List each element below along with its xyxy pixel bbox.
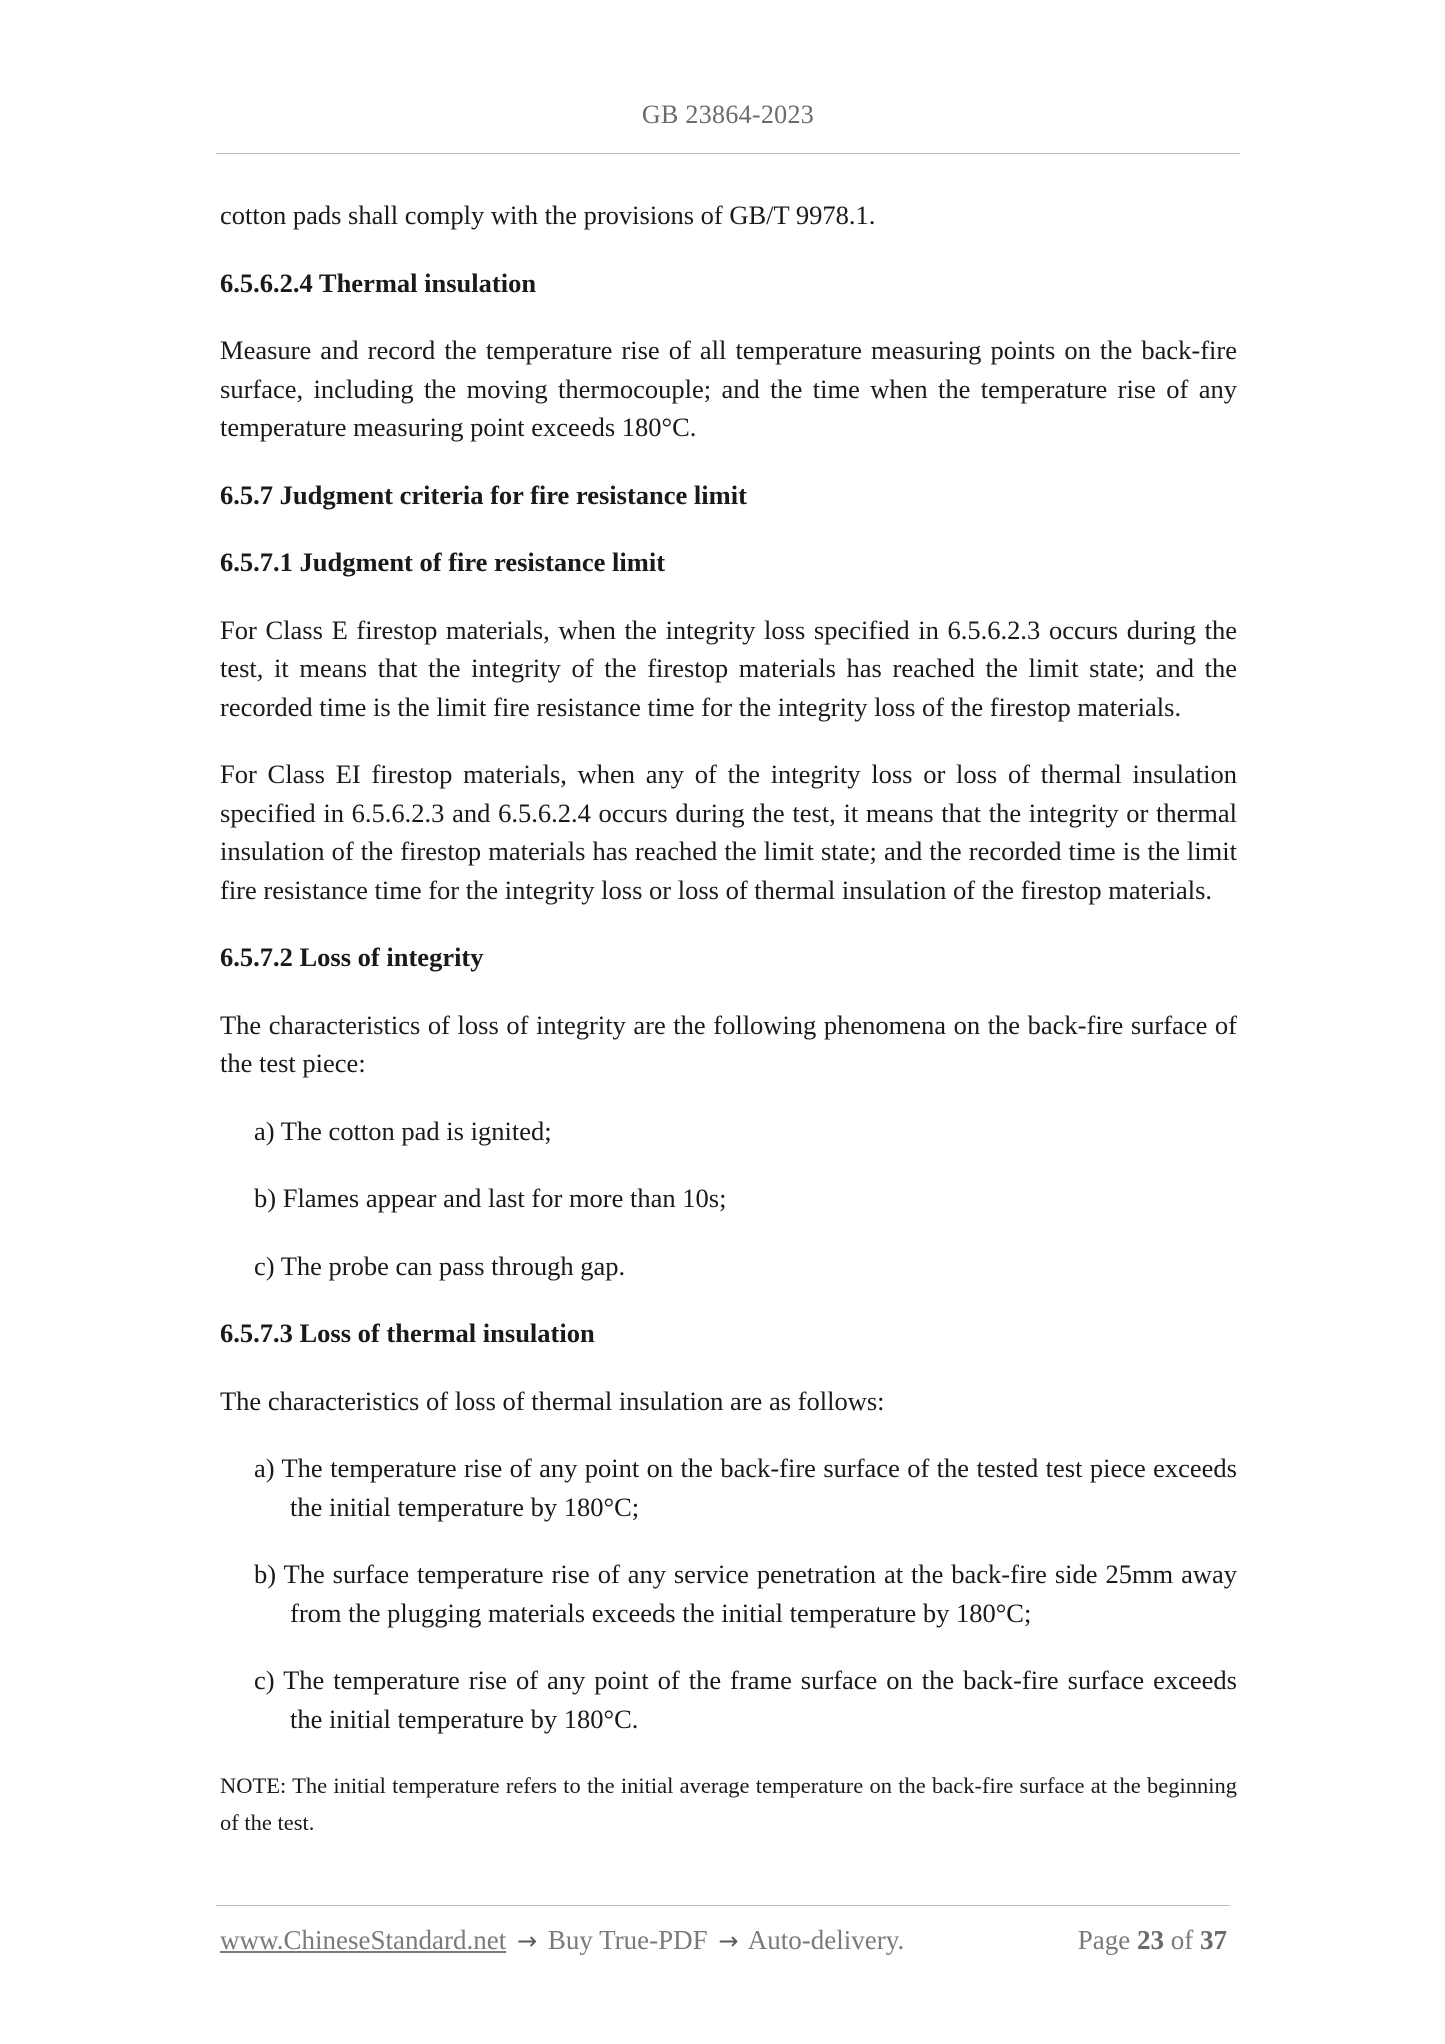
list-item: b) The surface temperature rise of any service penetration at the back-fire side 25mm away from the plugging materials exceeds the initial temperature by 180°C; bbox=[254, 1559, 1237, 1628]
section-heading-6-5-7-1: 6.5.7.1 Judgment of fire resistance limit bbox=[220, 547, 666, 577]
list-item: c) The probe can pass through gap. bbox=[254, 1250, 626, 1281]
website-link[interactable]: www.ChineseStandard.net bbox=[220, 1925, 507, 1955]
paragraph: For Class EI firestop materials, when any of the integrity loss or loss of thermal insulation specified in 6.5.6.2.3 and 6.5.6.2.4 occurs during the test, it means that the integrity or thermal insulation of the firestop materials has reached the limit state; and the recorded time is the limit fire resistance time for the integrity loss or loss of thermal insulation of the firestop materials. bbox=[220, 759, 1237, 905]
list-item: c) The temperature rise of any point of the frame surface on the back-fire surface exceeds the initial temperature by 180°C. bbox=[254, 1665, 1237, 1734]
list-item: a) The temperature rise of any point on the back-fire surface of the tested test piece exceeds the initial temperature by 180°C; bbox=[254, 1453, 1237, 1522]
footer-promo bbox=[220, 1925, 904, 1956]
paragraph: For Class E firestop materials, when the integrity loss specified in 6.5.6.2.3 occurs during the test, it means that the integrity of the firestop materials has reached the limit state; and the recorded time is the limit fire resistance time for the integrity loss of the firestop materials. bbox=[220, 614, 1237, 722]
section-heading-6-5-7-2: 6.5.7.2 Loss of integrity bbox=[220, 942, 484, 972]
paragraph: Measure and record the temperature rise of all temperature measuring points on the back-fire surface, including the moving thermocouple; and the time when the temperature rise of any temperature measuring point exceeds 180°C. bbox=[220, 335, 1237, 442]
footer-divider bbox=[216, 1905, 1230, 1906]
note-text: NOTE: The initial temperature refers to the initial average temperature on the back-fire surface at the beginning of the test. bbox=[220, 1773, 1237, 1835]
arrow-right-icon: → bbox=[718, 1927, 739, 1955]
paragraph: cotton pads shall comply with the provisions of GB/T 9978.1. bbox=[220, 200, 876, 230]
page-label: Page bbox=[1077, 1925, 1131, 1955]
list-item: b) Flames appear and last for more than 10s; bbox=[254, 1183, 727, 1213]
list-item: a) The cotton pad is ignited; bbox=[254, 1115, 552, 1146]
paragraph: The characteristics of loss of thermal insulation are as follows: bbox=[220, 1385, 885, 1416]
paragraph: The characteristics of loss of integrity are the following phenomena on the back-fire surface of the test piece: bbox=[220, 1009, 1237, 1078]
document-header-title: GB 23864-2023 bbox=[641, 100, 815, 129]
auto-delivery-text: Auto-delivery. bbox=[747, 1925, 905, 1955]
section-heading-6-5-7: 6.5.7 Judgment criteria for fire resistance limit bbox=[220, 479, 747, 510]
current-page-number: 23 bbox=[1137, 1925, 1164, 1955]
section-heading-6-5-6-2-4: 6.5.6.2.4 Thermal insulation bbox=[220, 267, 537, 298]
arrow-right-icon: → bbox=[516, 1927, 538, 1955]
document-body bbox=[220, 196, 1237, 1841]
total-page-number: 37 bbox=[1200, 1925, 1227, 1955]
header-divider bbox=[216, 153, 1240, 154]
of-label: of bbox=[1170, 1925, 1194, 1955]
buy-true-pdf-text: Buy True-PDF bbox=[547, 1925, 708, 1955]
page-indicator bbox=[1078, 1925, 1227, 1956]
section-heading-6-5-7-3: 6.5.7.3 Loss of thermal insulation bbox=[220, 1318, 595, 1348]
